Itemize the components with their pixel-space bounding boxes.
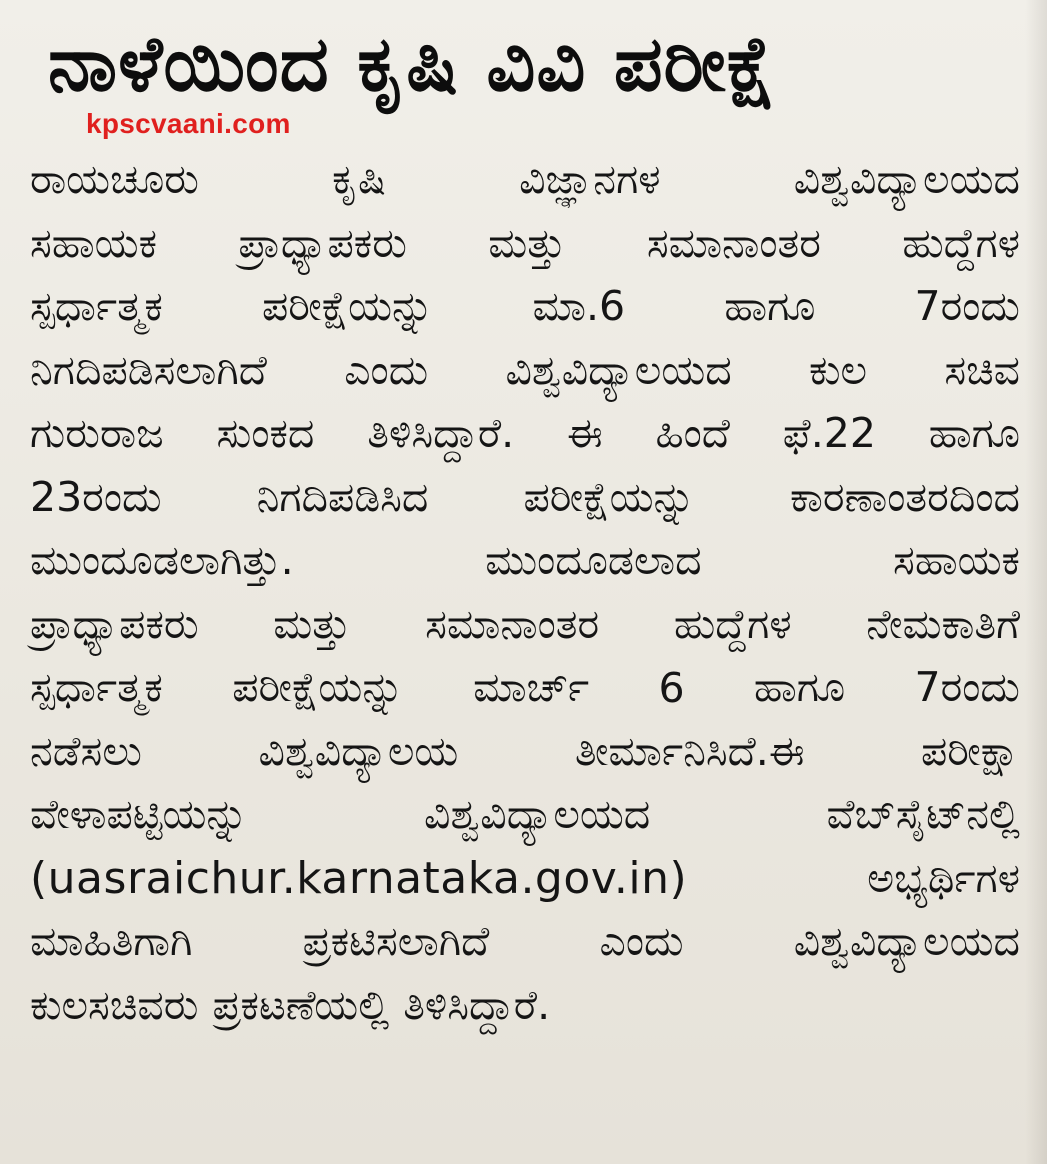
word: ಹಾಗೂ [928, 409, 1020, 458]
word: ಪರೀಕ್ಷೆಯನ್ನು [261, 282, 434, 331]
watermark: kpscvaani.com [86, 108, 291, 139]
article-line [30, 148, 1020, 212]
word: ಮುಂದೂಡಲಾದ [485, 536, 702, 585]
word: ಹಾಗೂ [753, 663, 846, 712]
word: ಮಾರ್ಚ್ [473, 663, 590, 712]
word: ಈ [567, 409, 603, 458]
word: ಪರೀಕ್ಷಾ [920, 726, 1020, 775]
article-line [30, 910, 1020, 974]
word: ನಿಗದಿಪಡಿಸಿದ [256, 472, 429, 521]
word: ಮತ್ತು [273, 599, 351, 648]
article-line [30, 847, 1020, 911]
page-edge-shadow [1025, 0, 1047, 1164]
word: ತಿಳಿಸಿದ್ದಾರೆ. [367, 409, 515, 458]
article-line [30, 656, 1020, 720]
word: ಹುದ್ದೆಗಳ [902, 218, 1020, 267]
word: ಸಚಿವ [944, 345, 1020, 394]
word: ಪರೀಕ್ಷೆಯನ್ನು [232, 663, 404, 712]
word: ಗುರುರಾಜ [30, 409, 164, 458]
article-line [30, 275, 1020, 339]
word: ಕಾರಣಾಂತರದಿಂದ [789, 472, 1020, 521]
word: ವಿಶ್ವವಿದ್ಯಾಲಯದ [505, 345, 732, 394]
article-line [30, 402, 1020, 466]
article-line [30, 529, 1020, 593]
word: ವೇಳಾಪಟ್ಟಿಯನ್ನು [30, 790, 248, 839]
word: 23ರಂದು [30, 472, 162, 521]
word: ಸಹಾಯಕ [892, 536, 1020, 585]
word: ಮಾ.6 [532, 282, 626, 331]
word: ಪ್ರಾಧ್ಯಾಪಕರು [238, 218, 407, 267]
headline: ನಾಳೆಯಿಂದ ಕೃಷಿ ವಿವಿ ಪರೀಕ್ಷೆ [48, 19, 777, 108]
word: 6 [658, 663, 685, 712]
word: ವಿಶ್ವವಿದ್ಯಾಲಯ [258, 726, 459, 775]
article-line [30, 212, 1020, 276]
word: ಅಭ್ಯರ್ಥಿಗಳ [867, 853, 1020, 902]
article-line [30, 339, 1020, 403]
word: ಮುಂದೂಡಲಾಗಿತ್ತು. [30, 536, 294, 585]
word: ಕೃಷಿ [332, 155, 386, 204]
word: ಪ್ರಾಧ್ಯಾಪಕರು [30, 599, 199, 648]
word: ವಿಶ್ವವಿದ್ಯಾಲಯದ [424, 790, 651, 839]
word: ಸುಂಕದ [216, 409, 315, 458]
word: ಹಿಂದೆ [655, 409, 730, 458]
word: 7ರಂದು [914, 282, 1020, 331]
word: ಫೆ.22 [782, 409, 876, 458]
word: ಪ್ರಕಟಣೆಯಲ್ಲಿ [212, 980, 390, 1029]
word: ಸ್ಪರ್ಧಾತ್ಮಕ [30, 282, 163, 331]
article-line [30, 466, 1020, 530]
word: ವೆಬ್‌ಸೈಟ್‌ನಲ್ಲಿ [826, 790, 1020, 839]
word: ನಿಗದಿಪಡಿಸಲಾಗಿದೆ [30, 345, 267, 394]
word: ಸಮಾನಾಂತರ [425, 599, 600, 648]
word: ಎಂದು [344, 345, 429, 394]
article-line [30, 720, 1020, 784]
word: ತಿಳಿಸಿದ್ದಾರೆ. [403, 980, 551, 1029]
word: ಎಂದು [599, 917, 684, 966]
article-line [30, 783, 1020, 847]
word: ವಿಶ್ವವಿದ್ಯಾಲಯದ [793, 917, 1020, 966]
word: ಹುದ್ದೆಗಳ [673, 599, 792, 648]
word: ನಡೆಸಲು [30, 726, 142, 775]
word: ಸಮಾನಾಂತರ [646, 218, 821, 267]
article-body [30, 148, 1020, 1037]
word: ಸ್ಪರ್ಧಾತ್ಮಕ [30, 663, 163, 712]
word: 7ರಂದು [914, 663, 1020, 712]
word: ಮತ್ತು [488, 218, 566, 267]
word: ತೀರ್ಮಾನಿಸಿದೆ.ಈ [574, 726, 805, 775]
website-url: (uasraichur.karnataka.gov.in) [30, 852, 688, 904]
article-line [30, 974, 1020, 1038]
word: ಹಾಗೂ [724, 282, 816, 331]
word: ರಾಯಚೂರು [30, 155, 199, 204]
word: ವಿಜ್ಞಾನಗಳ [519, 155, 661, 204]
article-line [30, 593, 1020, 657]
word: ಕುಲಸಚಿವರು [30, 980, 199, 1029]
word: ಕುಲ [809, 345, 868, 394]
word: ಸಹಾಯಕ [30, 218, 158, 267]
word: ಮಾಹಿತಿಗಾಗಿ [30, 917, 193, 966]
word: ಪ್ರಕಟಿಸಲಾಗಿದೆ [302, 917, 490, 966]
word: ಪರೀಕ್ಷೆಯನ್ನು [523, 472, 695, 521]
word: ನೇಮಕಾತಿಗೆ [866, 599, 1020, 648]
word: ವಿಶ್ವವಿದ್ಯಾಲಯದ [793, 155, 1020, 204]
